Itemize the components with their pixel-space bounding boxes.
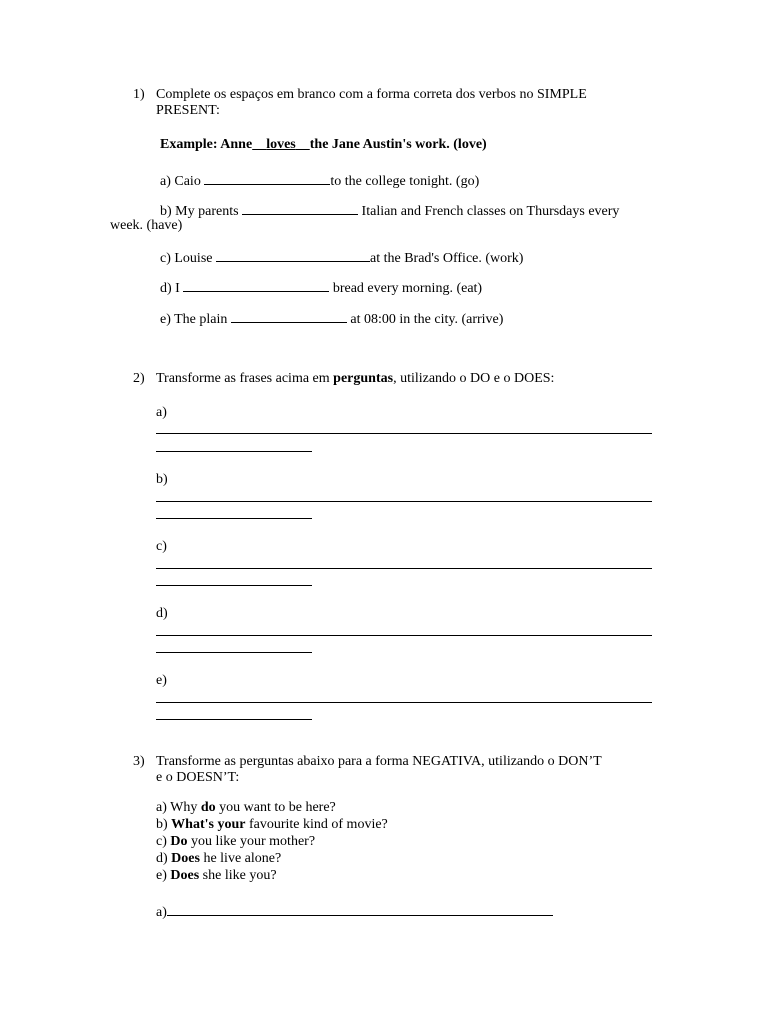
item-tail: Italian and French classes on Thursdays every	[358, 204, 620, 219]
q2-instruction-pre: Transforme as frases acima em	[156, 371, 334, 386]
q2-instruction-bold: perguntas	[333, 371, 394, 386]
q2-label-b: b)	[156, 472, 168, 487]
answer-blank[interactable]	[167, 903, 553, 916]
item-pre: a) Why	[156, 800, 201, 815]
answer-line[interactable]	[156, 451, 312, 452]
answer-blank[interactable]	[242, 202, 358, 215]
example-answer-word: loves	[266, 137, 296, 152]
answer-line[interactable]	[156, 568, 652, 569]
q3-item-e	[156, 868, 277, 884]
q3-answer-a	[156, 903, 553, 921]
q1-item-a	[160, 172, 479, 190]
item-tail: at 08:00 in the city. (arrive)	[346, 312, 504, 327]
answer-line[interactable]	[156, 501, 652, 502]
item-bold: Does	[170, 868, 200, 883]
answer-blank[interactable]	[216, 249, 370, 262]
answer-blank[interactable]	[183, 279, 329, 292]
q3-number: 3)	[133, 754, 145, 769]
example-pad-left	[252, 137, 266, 152]
q1-instruction-line2: PRESENT:	[156, 103, 220, 118]
item-pre: d)	[156, 851, 172, 866]
item-lead: e) The plain	[160, 312, 231, 327]
item-lead: a) Caio	[160, 174, 205, 189]
answer-blank[interactable]	[231, 310, 347, 323]
q2-label-d: d)	[156, 606, 168, 621]
example-suffix: the Jane Austin's work. (love)	[309, 137, 487, 152]
answer-line[interactable]	[156, 585, 312, 586]
q3-item-b	[156, 817, 388, 833]
example-prefix: Example: Anne	[160, 137, 253, 152]
q3-instruction-line1: Transforme as perguntas abaixo para a forma NEGATIVA, utilizando o DON’T	[156, 754, 602, 769]
example-pad-right	[296, 137, 310, 152]
item-tail: bread every morning. (eat)	[329, 281, 483, 296]
item-pre: b)	[156, 817, 172, 832]
item-lead: d) I	[160, 281, 184, 296]
item-pre: c)	[156, 834, 171, 849]
q1-item-b	[160, 202, 619, 220]
item-lead: c) Louise	[160, 251, 216, 266]
q2-label-a: a)	[156, 405, 167, 420]
q1-item-b-continued: week. (have)	[110, 218, 183, 233]
q2-instruction	[156, 371, 554, 387]
example-answer	[252, 137, 310, 152]
item-post: favourite kind of movie?	[245, 817, 388, 832]
item-post: she like you?	[199, 868, 277, 883]
item-pre: e)	[156, 868, 171, 883]
q2-instruction-post: , utilizando o DO e o DOES:	[393, 371, 555, 386]
q1-example	[160, 137, 487, 153]
item-post: you like your mother?	[187, 834, 316, 849]
item-post: you want to be here?	[215, 800, 336, 815]
q1-item-e	[160, 310, 503, 328]
answer-blank[interactable]	[204, 172, 330, 185]
item-bold: do	[200, 800, 216, 815]
answer-line[interactable]	[156, 702, 652, 703]
q1-item-c	[160, 249, 523, 267]
item-tail: at the Brad's Office. (work)	[369, 251, 524, 266]
q2-label-c: c)	[156, 539, 167, 554]
item-lead: b) My parents	[160, 204, 243, 219]
item-tail: to the college tonight. (go)	[330, 174, 480, 189]
item-bold: What's your	[171, 817, 246, 832]
answer-line[interactable]	[156, 635, 652, 636]
q1-item-d	[160, 279, 482, 297]
item-post: he live alone?	[199, 851, 282, 866]
answer-line[interactable]	[156, 433, 652, 434]
item-bold: Does	[171, 851, 200, 866]
answer-line[interactable]	[156, 518, 312, 519]
q2-label-e: e)	[156, 673, 167, 688]
q1-instruction-line1: Complete os espaços em branco com a forma correta dos verbos no SIMPLE	[156, 87, 587, 102]
q3-answer-label: a)	[156, 905, 167, 920]
item-bold: Do	[170, 834, 188, 849]
answer-line[interactable]	[156, 719, 312, 720]
q2-number: 2)	[133, 371, 145, 386]
q3-item-d	[156, 851, 281, 867]
q3-item-a	[156, 800, 336, 816]
q1-number: 1)	[133, 87, 145, 102]
answer-line[interactable]	[156, 652, 312, 653]
q3-item-c	[156, 834, 315, 850]
q3-instruction-line2: e o DOESN’T:	[156, 770, 240, 785]
